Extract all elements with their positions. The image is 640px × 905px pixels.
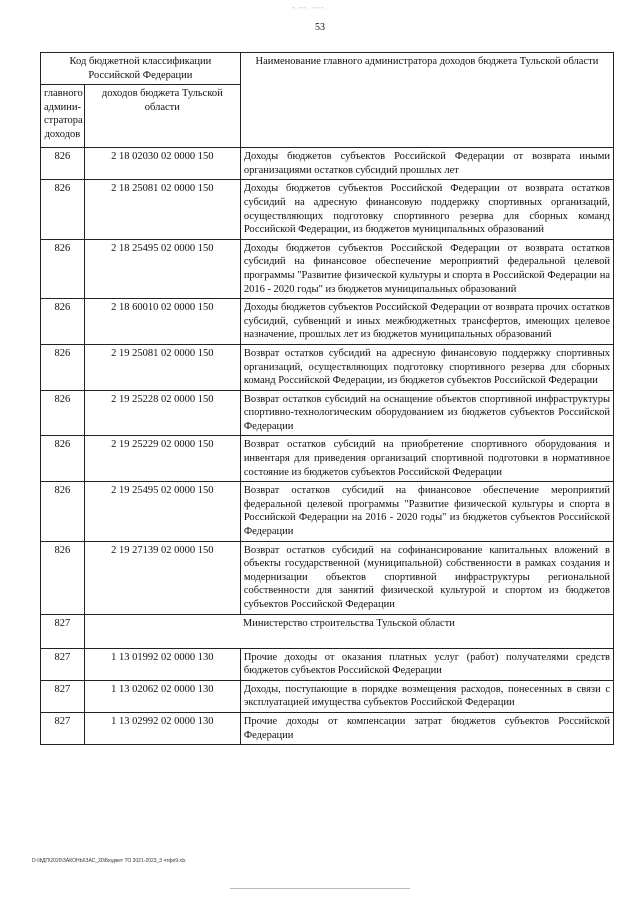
file-path-footer: D:\ФДП\2020\ЗАКОНЫ\ЗАС_20\Бюджет ТО 2021-2023_3 чтфе9.xls (32, 858, 186, 864)
table-row (41, 148, 614, 180)
table-row (41, 390, 614, 436)
table-row (41, 680, 614, 712)
income-code-cell: 2 19 25495 02 0000 150 (84, 482, 240, 541)
admin-code-cell: 827 (41, 680, 85, 712)
table-row (41, 436, 614, 482)
description-cell: Возврат остатков субсидий на оснащение объектов спортивной инфраструктуры спортивно-технологическим оборудованием из бюджетов субъектов Российской Федерации (240, 390, 613, 436)
table-row (41, 299, 614, 345)
description-cell: Доходы бюджетов субъектов Российской Федерации от возврата прочих остатков субсидий, субвенций и иных межбюджетных трансфертов, имеющих целевое назначение, прошлых лет из бюджетов муниципальных образований (240, 299, 613, 345)
table-row (41, 712, 614, 744)
description-cell: Доходы бюджетов субъектов Российской Федерации от возврата иными организациями остатков субсидий прошлых лет (240, 148, 613, 180)
income-code-cell: 2 18 25495 02 0000 150 (84, 239, 240, 298)
ministry-row (41, 614, 614, 648)
header-income-column: доходов бюджета Тульской области (84, 85, 240, 148)
table-row (41, 344, 614, 390)
admin-code-cell: 826 (41, 299, 85, 345)
description-cell: Прочие доходы от компенсации затрат бюджетов субъектов Российской Федерации (240, 712, 613, 744)
table-row (41, 239, 614, 298)
description-cell: Возврат остатков субсидий на финансовое обеспечение мероприятий федеральной целевой программы "Развитие физической культуры и спорта в Российской Федерации на 2016 - 2020 годы" из бюджетов субъектов Российской Федерации (240, 482, 613, 541)
page-number: 53 (315, 22, 325, 33)
description-cell: Доходы бюджетов субъектов Российской Федерации от возврата остатков субсидий на финансовое обеспечение мероприятий федеральной целевой программы "Развитие физической культуры и спорта в Российской Федерации на 2016 - 2020 годы" из бюджетов муниципальных образований (240, 239, 613, 298)
income-code-cell: 2 18 60010 02 0000 150 (84, 299, 240, 345)
description-cell: Возврат остатков субсидий на софинансирование капитальных вложений в объекты государственной (муниципальной) собственности в рамках создания и модернизации объектов спортивной инфраструктуры региональной собственности для занятий физической культурой и спортом из бюджетов субъектов Российской Федерации (240, 541, 613, 614)
table-row (41, 648, 614, 680)
admin-code-cell: 826 (41, 541, 85, 614)
income-code-cell: 2 19 25229 02 0000 150 (84, 436, 240, 482)
table-row (41, 541, 614, 614)
budget-classification-table (40, 52, 614, 745)
header-admin-column: главного админи-стратора доходов (41, 85, 85, 148)
table-row (41, 180, 614, 239)
description-cell: Прочие доходы от оказания платных услуг (работ) получателями средств бюджетов субъектов Российской Федерации (240, 648, 613, 680)
admin-code-cell: 826 (41, 344, 85, 390)
bottom-divider (230, 888, 410, 889)
scan-artifact: ~ ~~. ~~~ (292, 6, 325, 12)
admin-code-cell: 826 (41, 180, 85, 239)
description-cell: Возврат остатков субсидий на адресную финансовую поддержку спортивных организаций, осуществляющих подготовку спортивного резерва для сборных команд Российской Федерации, из бюджетов субъектов Российской Федерации (240, 344, 613, 390)
income-code-cell: 1 13 01992 02 0000 130 (84, 648, 240, 680)
admin-code-cell: 826 (41, 436, 85, 482)
admin-code-cell: 826 (41, 239, 85, 298)
header-name-column: Наименование главного администратора доходов бюджета Тульской области (240, 53, 613, 148)
admin-code-cell: 827 (41, 648, 85, 680)
income-code-cell: 2 19 27139 02 0000 150 (84, 541, 240, 614)
income-code-cell: 1 13 02992 02 0000 130 (84, 712, 240, 744)
admin-code-cell: 826 (41, 482, 85, 541)
admin-code-cell: 827 (41, 614, 85, 648)
income-code-cell: 1 13 02062 02 0000 130 (84, 680, 240, 712)
description-cell: Доходы, поступающие в порядке возмещения расходов, понесенных в связи с эксплуатацией имущества субъектов Российской Федерации (240, 680, 613, 712)
header-code-group: Код бюджетной классификации Российской Федерации (41, 53, 241, 85)
description-cell: Возврат остатков субсидий на приобретение спортивного оборудования и инвентаря для приведения организаций спортивной подготовки в нормативное состояние из бюджетов субъектов Российской Федерации (240, 436, 613, 482)
admin-code-cell: 827 (41, 712, 85, 744)
description-cell: Доходы бюджетов субъектов Российской Федерации от возврата остатков субсидий на адресную финансовую поддержку спортивных организаций, осуществляющих подготовку спортивного резерва для сборных команд Российской Федерации, из бюджетов муниципальных образований (240, 180, 613, 239)
income-code-cell: 2 19 25081 02 0000 150 (84, 344, 240, 390)
admin-code-cell: 826 (41, 148, 85, 180)
income-code-cell: 2 19 25228 02 0000 150 (84, 390, 240, 436)
ministry-name-cell: Министерство строительства Тульской области (84, 614, 613, 648)
table-row (41, 482, 614, 541)
header-row (41, 53, 614, 85)
income-code-cell: 2 18 25081 02 0000 150 (84, 180, 240, 239)
income-code-cell: 2 18 02030 02 0000 150 (84, 148, 240, 180)
admin-code-cell: 826 (41, 390, 85, 436)
